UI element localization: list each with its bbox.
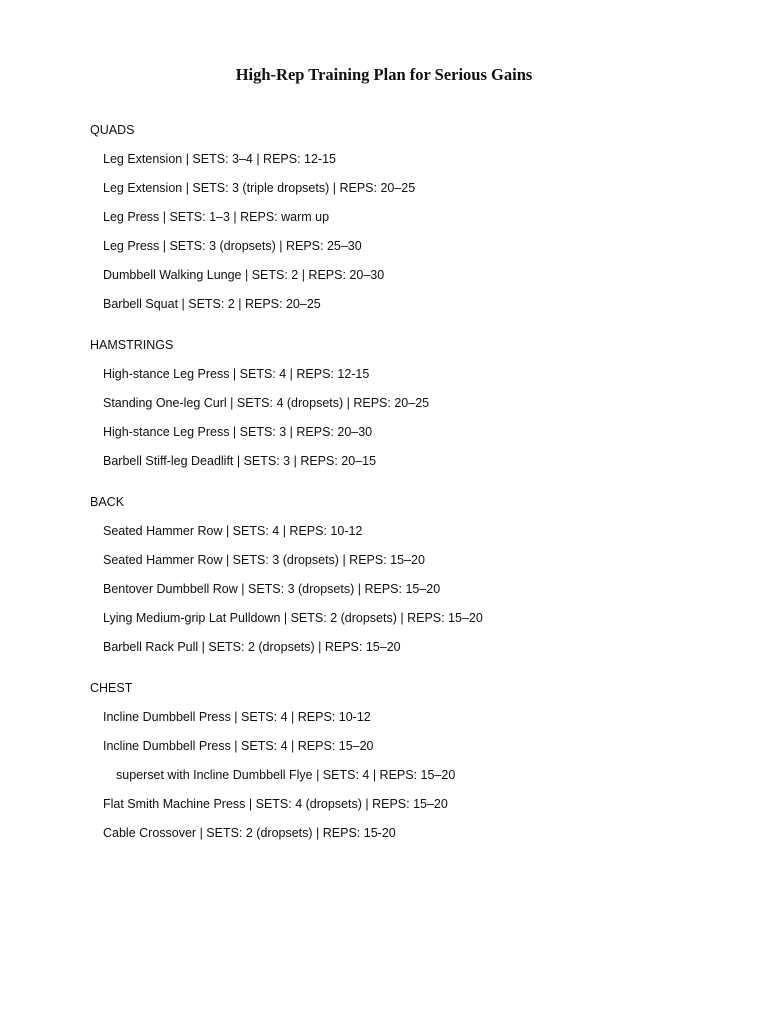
section-heading: QUADS (90, 123, 135, 137)
exercise-list (90, 707, 730, 843)
section-chest (90, 678, 730, 843)
workout-sections (90, 120, 730, 864)
exercise-item: Standing One-leg Curl | SETS: 4 (dropsets) | REPS: 20–25 (103, 396, 430, 410)
exercise-item: Seated Hammer Row | SETS: 3 (dropsets) | REPS: 15–20 (103, 553, 425, 567)
exercise-item: Leg Press | SETS: 1–3 | REPS: warm up (103, 210, 330, 224)
exercise-item: Leg Press | SETS: 3 (dropsets) | REPS: 25–30 (103, 239, 362, 253)
exercise-item: Dumbbell Walking Lunge | SETS: 2 | REPS: 20–30 (103, 268, 385, 282)
section-heading: HAMSTRINGS (90, 338, 174, 352)
section-quads (90, 120, 730, 314)
exercise-item: Cable Crossover | SETS: 2 (dropsets) | REPS: 15-20 (103, 826, 396, 840)
exercise-item: Barbell Rack Pull | SETS: 2 (dropsets) | REPS: 15–20 (103, 640, 401, 654)
section-heading: BACK (90, 495, 125, 509)
section-back (90, 492, 730, 657)
exercise-list (90, 521, 730, 657)
exercise-list (90, 149, 730, 314)
exercise-item: Bentover Dumbbell Row | SETS: 3 (dropsets) | REPS: 15–20 (103, 582, 441, 596)
exercise-item: Lying Medium-grip Lat Pulldown | SETS: 2 (dropsets) | REPS: 15–20 (103, 611, 483, 625)
superset-exercise-item: superset with Incline Dumbbell Flye | SETS: 4 | REPS: 15–20 (116, 768, 456, 782)
section-heading: CHEST (90, 681, 133, 695)
exercise-item: Flat Smith Machine Press | SETS: 4 (dropsets) | REPS: 15–20 (103, 797, 448, 811)
exercise-item: Incline Dumbbell Press | SETS: 4 | REPS: 10-12 (103, 710, 371, 724)
exercise-item: Incline Dumbbell Press | SETS: 4 | REPS: 15–20 (103, 739, 374, 753)
exercise-item: High-stance Leg Press | SETS: 3 | REPS: 20–30 (103, 425, 373, 439)
exercise-item: High-stance Leg Press | SETS: 4 | REPS: 12-15 (103, 367, 370, 381)
exercise-item: Barbell Squat | SETS: 2 | REPS: 20–25 (103, 297, 321, 311)
exercise-item: Seated Hammer Row | SETS: 4 | REPS: 10-12 (103, 524, 363, 538)
exercise-item: Barbell Stiff-leg Deadlift | SETS: 3 | REPS: 20–15 (103, 454, 377, 468)
exercise-item: Leg Extension | SETS: 3–4 | REPS: 12-15 (103, 152, 337, 166)
exercise-list (90, 364, 730, 471)
exercise-item: Leg Extension | SETS: 3 (triple dropsets) | REPS: 20–25 (103, 181, 416, 195)
section-hamstrings (90, 335, 730, 471)
document-title: High-Rep Training Plan for Serious Gains (235, 65, 533, 84)
